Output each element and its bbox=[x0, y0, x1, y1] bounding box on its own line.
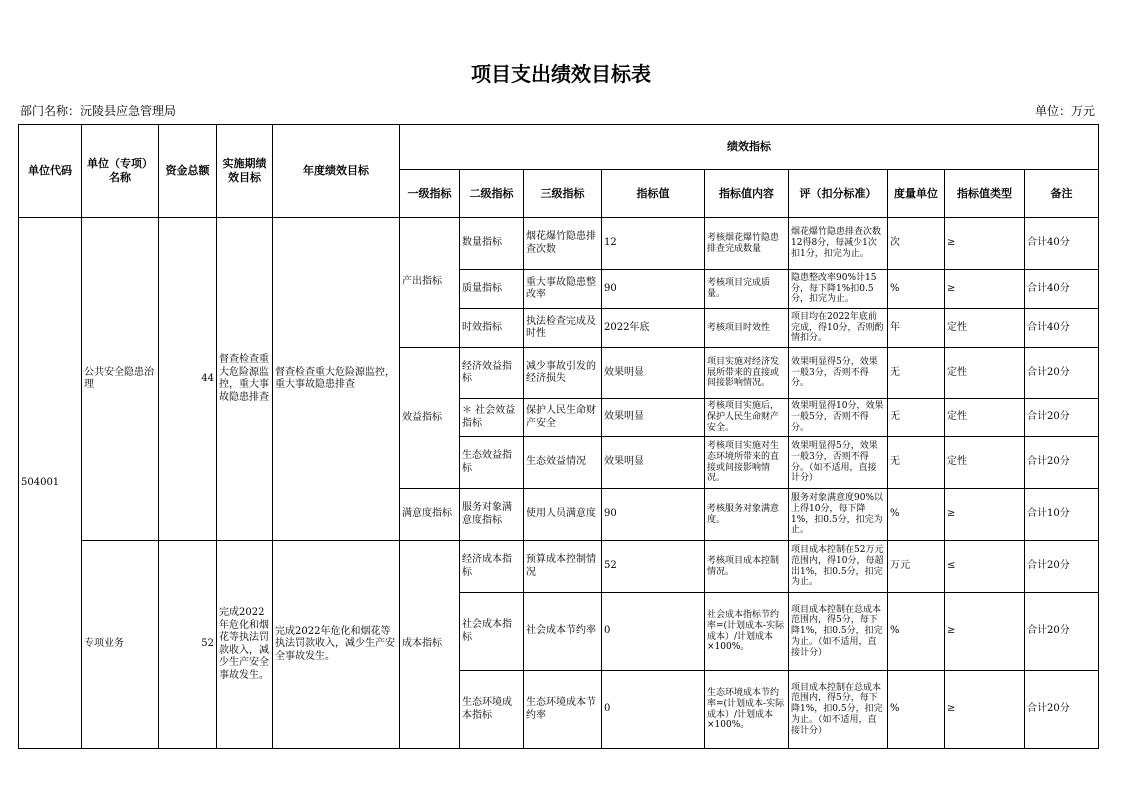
level2-cell: 经济效益指标 bbox=[460, 348, 524, 399]
currency-unit: 单位：万元 bbox=[1034, 104, 1095, 118]
value-cell: 0 bbox=[602, 671, 705, 749]
table-row bbox=[19, 218, 1099, 270]
annual-goal-cell: 完成2022年危化和烟花等执法罚款收入，减少生产安全事故发生。 bbox=[273, 541, 400, 749]
measure-cell: 无 bbox=[888, 437, 945, 489]
criteria-cell: 隐患整改率90%计15分，每下降1%扣0.5分，扣完为止。 bbox=[789, 270, 888, 309]
level2-cell: 服务对象满意度指标 bbox=[460, 489, 524, 541]
level2-cell: 数量指标 bbox=[460, 218, 524, 270]
value-cell: 2022年底 bbox=[602, 309, 705, 348]
note-cell: 合计40分 bbox=[1025, 309, 1099, 348]
level2-cell: 经济成本指标 bbox=[460, 541, 524, 593]
level3-cell: 生态效益情况 bbox=[524, 437, 602, 489]
content-cell: 生态环境成本节约率=(计划成本-实际成本）/计划成本×100%。 bbox=[705, 671, 789, 749]
level2-cell: 质量指标 bbox=[460, 270, 524, 309]
value-cell: 90 bbox=[602, 270, 705, 309]
value-type-cell: ≥ bbox=[945, 593, 1025, 671]
value-cell: 效果明显 bbox=[602, 437, 705, 489]
level3-cell: 重大事故隐患整改率 bbox=[524, 270, 602, 309]
header-value: 指标值 bbox=[602, 170, 705, 218]
level3-cell: 减少事故引发的经济损失 bbox=[524, 348, 602, 399]
criteria-cell: 项目成本控制在总成本范围内，得5分，每下降1%，扣0.5分，扣完为止。（如不适用，直接计分） bbox=[789, 593, 888, 671]
header-criteria: 评（扣分标准） bbox=[789, 170, 888, 218]
criteria-cell: 效果明显得5分，效果一般3分，否则不得分。 bbox=[789, 348, 888, 399]
header-unit-code: 单位代码 bbox=[19, 125, 82, 218]
criteria-cell: 服务对象满意度90%以上得10分，每下降1%，扣0.5分，扣完为止。 bbox=[789, 489, 888, 541]
value-type-cell: 定性 bbox=[945, 348, 1025, 399]
note-cell: 合计20分 bbox=[1025, 348, 1099, 399]
value-type-cell: ≥ bbox=[945, 270, 1025, 309]
annual-goal-cell: 督查检查重大危险源监控，重大事故隐患排查 bbox=[273, 218, 400, 541]
measure-cell: 无 bbox=[888, 348, 945, 399]
content-cell: 社会成本指标节约率=(计划成本-实际成本）/计划成本×100%。 bbox=[705, 593, 789, 671]
measure-cell: % bbox=[888, 489, 945, 541]
value-cell: 90 bbox=[602, 489, 705, 541]
level3-cell: 烟花爆竹隐患排查次数 bbox=[524, 218, 602, 270]
project-name-cell: 公共安全隐患治理 bbox=[82, 218, 159, 541]
level3-cell: 生态环境成本节约率 bbox=[524, 671, 602, 749]
impl-goal-cell: 督查检查重大危险源监控，重大事故隐患排查 bbox=[217, 218, 273, 541]
project-funds-cell: 44 bbox=[159, 218, 217, 541]
impl-goal-cell: 完成2022年危化和烟花等执法罚款收入，减少生产安全事故发生。 bbox=[217, 541, 273, 749]
header-value-type: 指标值类型 bbox=[945, 170, 1025, 218]
level3-cell: 使用人员满意度 bbox=[524, 489, 602, 541]
header-annual-goal: 年度绩效目标 bbox=[273, 125, 400, 218]
note-cell: 合计20分 bbox=[1025, 437, 1099, 489]
measure-cell: % bbox=[888, 270, 945, 309]
value-type-cell: ≥ bbox=[945, 489, 1025, 541]
performance-target-table bbox=[18, 124, 1099, 749]
note-cell: 合计20分 bbox=[1025, 593, 1099, 671]
content-cell: 考核项目实施后，保护人民生命财产安全。 bbox=[705, 399, 789, 437]
level2-cell: 时效指标 bbox=[460, 309, 524, 348]
header-unit-name: 单位（专项）名称 bbox=[82, 125, 159, 218]
level2-cell: 生态效益指标 bbox=[460, 437, 524, 489]
level3-cell: 保护人民生命财产安全 bbox=[524, 399, 602, 437]
content-cell: 项目实施对经济发展所带来的直接或间接影响情况。 bbox=[705, 348, 789, 399]
project-funds-cell: 52 bbox=[159, 541, 217, 749]
level1-cell: 效益指标 bbox=[400, 348, 460, 489]
measure-cell: % bbox=[888, 593, 945, 671]
content-cell: 考核项目时效性 bbox=[705, 309, 789, 348]
header-funds: 资金总额 bbox=[159, 125, 217, 218]
value-type-cell: 定性 bbox=[945, 399, 1025, 437]
value-cell: 效果明显 bbox=[602, 399, 705, 437]
measure-cell: 万元 bbox=[888, 541, 945, 593]
criteria-cell: 效果明显得5分，效果一般3分，否则不得分。（如不适用，直接计分） bbox=[789, 437, 888, 489]
note-cell: 合计10分 bbox=[1025, 489, 1099, 541]
content-cell: 考核项目成本控制情况。 bbox=[705, 541, 789, 593]
measure-cell: 年 bbox=[888, 309, 945, 348]
content-cell: 考核项目完成质量。 bbox=[705, 270, 789, 309]
level1-cell: 满意度指标 bbox=[400, 489, 460, 541]
note-cell: 合计40分 bbox=[1025, 270, 1099, 309]
criteria-cell: 效果明显得10分，效果一般5分，否则不得分。 bbox=[789, 399, 888, 437]
value-type-cell: ≥ bbox=[945, 671, 1025, 749]
value-type-cell: ≤ bbox=[945, 541, 1025, 593]
criteria-cell: 项目均在2022年底前完成，得10分，否则酌情扣分。 bbox=[789, 309, 888, 348]
criteria-cell: 烟花爆竹隐患排查次数12得8分，每减少1次扣1分，扣完为止。 bbox=[789, 218, 888, 270]
level3-cell: 预算成本控制情况 bbox=[524, 541, 602, 593]
level3-cell: 社会成本节约率 bbox=[524, 593, 602, 671]
header-value-content: 指标值内容 bbox=[705, 170, 789, 218]
measure-cell: 无 bbox=[888, 399, 945, 437]
level2-cell: 生态环境成本指标 bbox=[460, 671, 524, 749]
page-title: 项目支出绩效目标表 bbox=[471, 62, 651, 86]
level2-cell: ＊ 社会效益指标 bbox=[460, 399, 524, 437]
level1-cell: 产出指标 bbox=[400, 218, 460, 348]
value-cell: 效果明显 bbox=[602, 348, 705, 399]
header-level1: 一级指标 bbox=[400, 170, 460, 218]
criteria-cell: 项目成本控制在总成本范围内，得5分，每下降1%，扣0.5分，扣完为止。（如不适用，直接计分） bbox=[789, 671, 888, 749]
department-name: 部门名称：沅陵县应急管理局 bbox=[20, 104, 177, 118]
level1-cell: 成本指标 bbox=[400, 541, 460, 749]
value-type-cell: 定性 bbox=[945, 437, 1025, 489]
value-cell: 12 bbox=[602, 218, 705, 270]
header-note: 备注 bbox=[1025, 170, 1099, 218]
note-cell: 合计40分 bbox=[1025, 218, 1099, 270]
measure-cell: % bbox=[888, 671, 945, 749]
note-cell: 合计20分 bbox=[1025, 399, 1099, 437]
header-measure-unit: 度量单位 bbox=[888, 170, 945, 218]
unit-code-cell: 504001 bbox=[19, 218, 82, 749]
measure-cell: 次 bbox=[888, 218, 945, 270]
level2-cell: 社会成本指标 bbox=[460, 593, 524, 671]
value-cell: 52 bbox=[602, 541, 705, 593]
header-impl-goal: 实施期绩效目标 bbox=[217, 125, 273, 218]
value-cell: 0 bbox=[602, 593, 705, 671]
criteria-cell: 项目成本控制在52万元范围内，得10分，每超出1%，扣0.5分，扣完为止。 bbox=[789, 541, 888, 593]
content-cell: 考核项目实施对生态环境所带来的直接或间接影响情况。 bbox=[705, 437, 789, 489]
project-name-cell: 专项业务 bbox=[82, 541, 159, 749]
note-cell: 合计20分 bbox=[1025, 671, 1099, 749]
header-level3: 三级指标 bbox=[524, 170, 602, 218]
content-cell: 考核烟花爆竹隐患排查完成数量 bbox=[705, 218, 789, 270]
note-cell: 合计20分 bbox=[1025, 541, 1099, 593]
value-type-cell: 定性 bbox=[945, 309, 1025, 348]
table-row bbox=[19, 541, 1099, 593]
header-level2: 二级指标 bbox=[460, 170, 524, 218]
header-perf-indicators: 绩效指标 bbox=[400, 125, 1099, 170]
content-cell: 考核服务对象满意度。 bbox=[705, 489, 789, 541]
value-type-cell: ≥ bbox=[945, 218, 1025, 270]
level3-cell: 执法检查完成及时性 bbox=[524, 309, 602, 348]
